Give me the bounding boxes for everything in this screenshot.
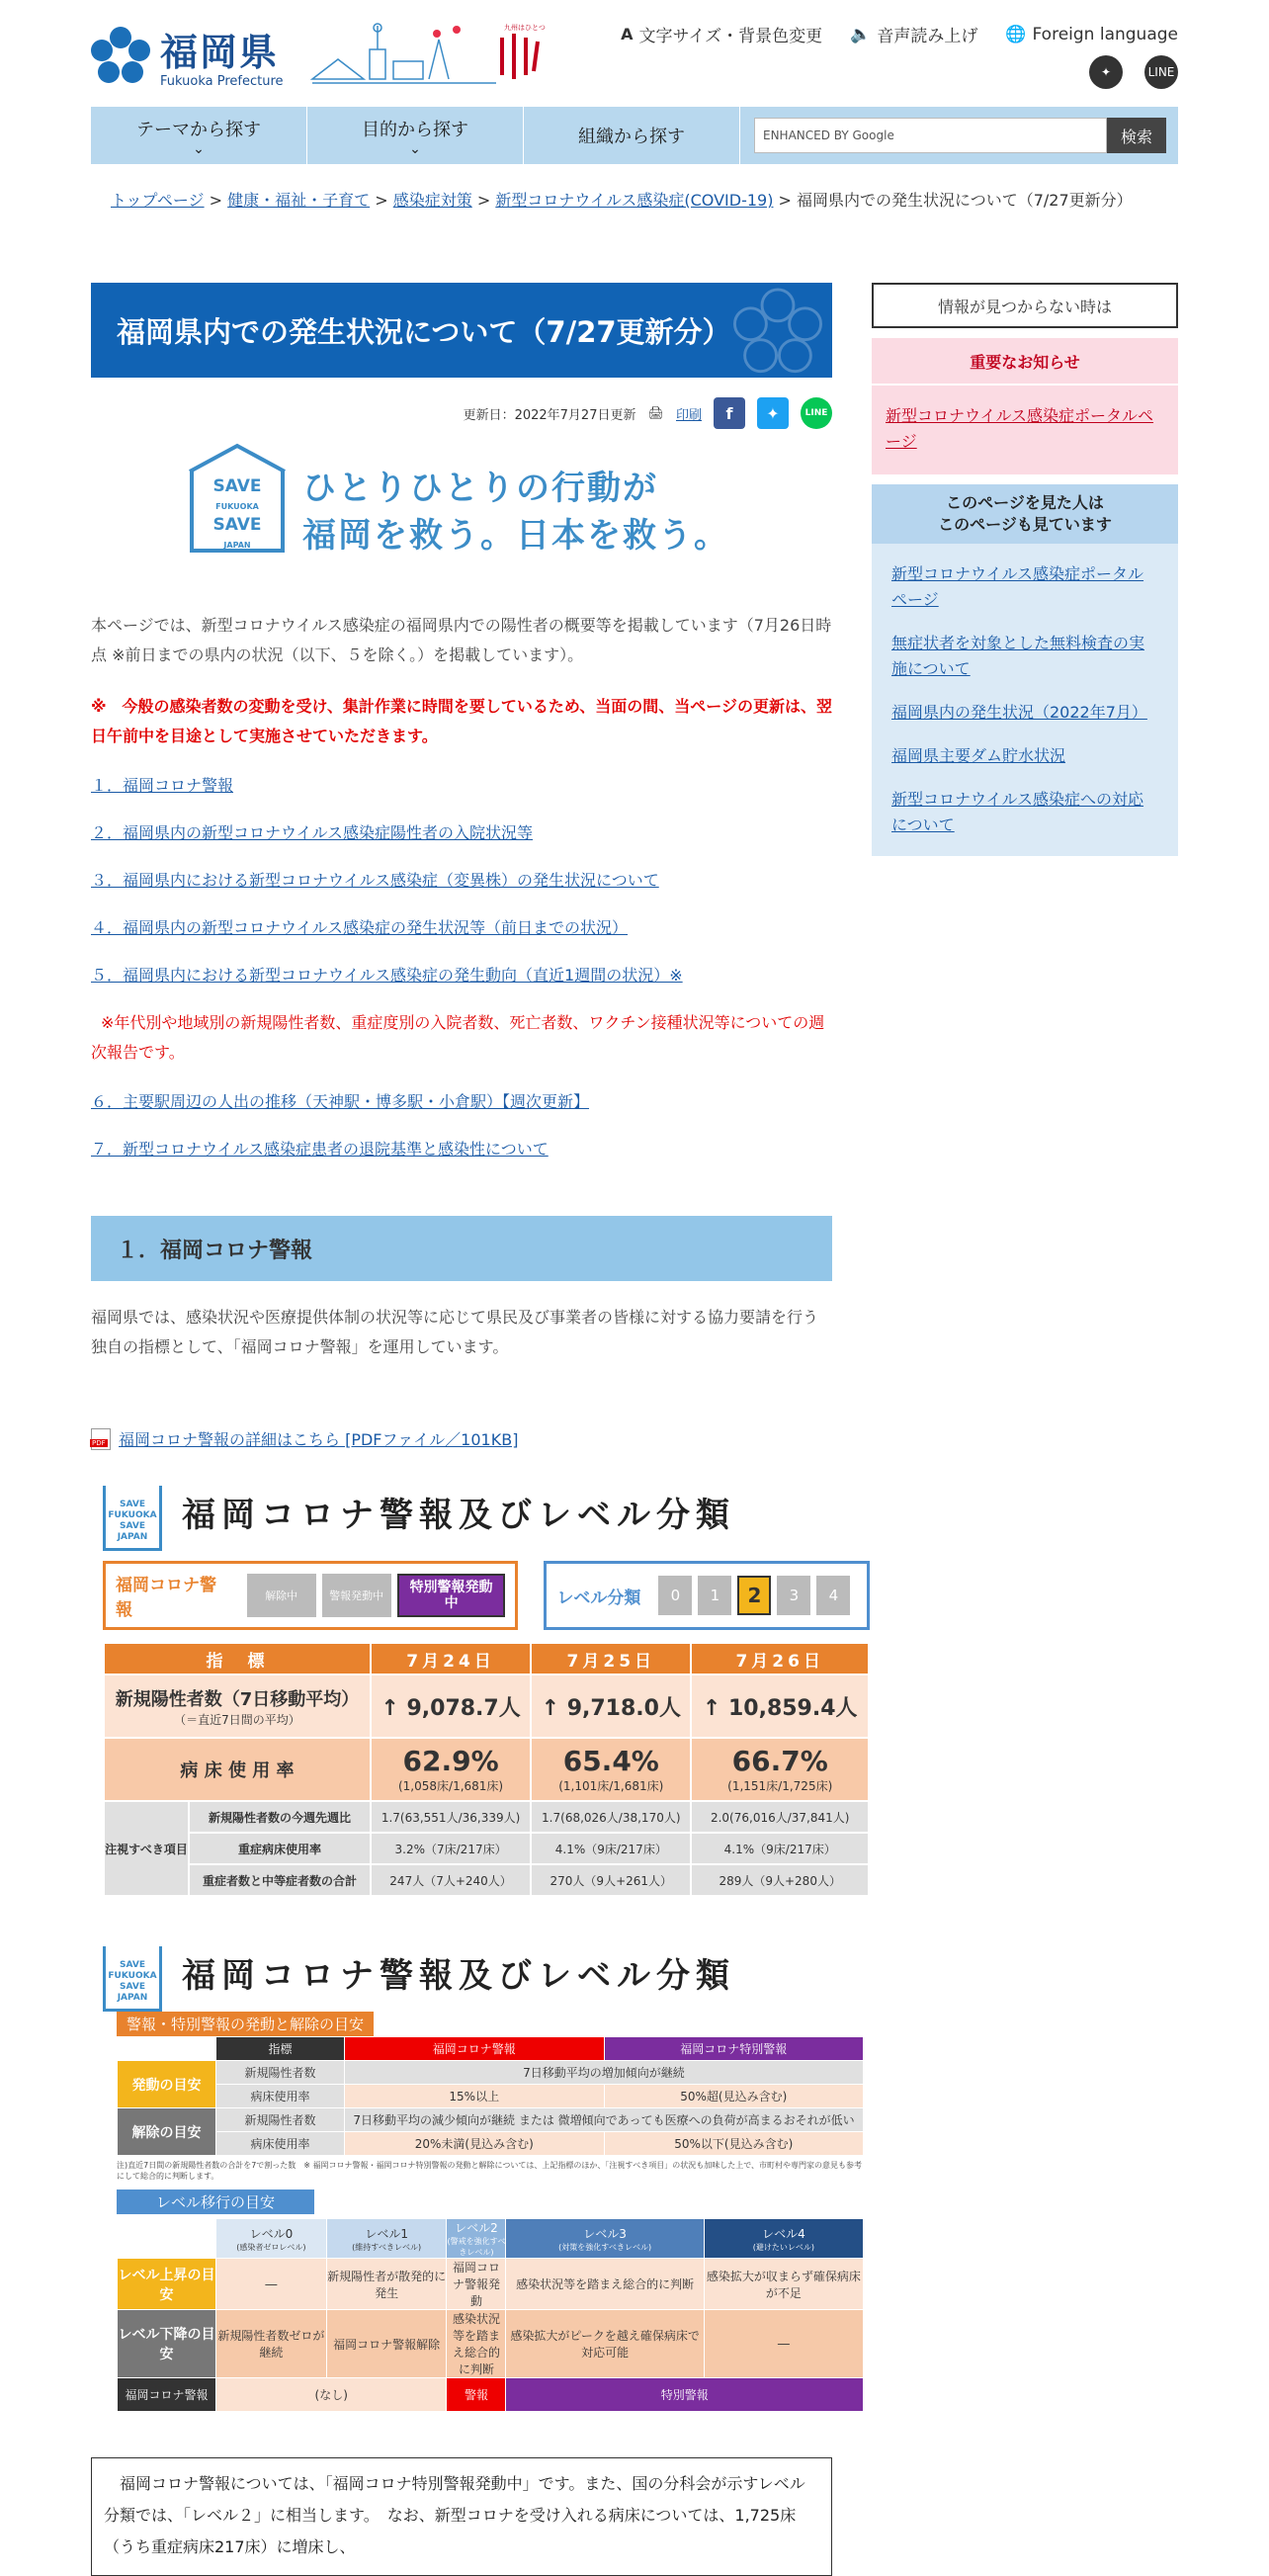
twitter-icon[interactable]: ✦ [1089,55,1123,89]
utility-links [621,22,1178,46]
table-of-contents [91,773,832,1162]
status-notice-box: 福岡コロナ警報については、「福岡コロナ特別警報発動中」です。また、国の分科会が示すレベル分類では、「レベル２」に相当します。 なお、新型コロナを受け入れる病床については、1,725床（うち重症病床217床）に増床し、 [91,2457,832,2576]
breadcrumb-current: 福岡県内での発生状況について（7/27更新分） [797,191,1133,210]
criteria-table: 指標 福岡コロナ警報 福岡コロナ特別警報 発動の目安 新規陽性者数 7日移動平均の増加傾向が継続 病床使用率 15%以上 50%超(見込み含む) 解除の目安 新規陽性者数 7日移動平均の減少傾向が継続 または 微増傾向であっても医療への負荷が高まるおそれが低い 病床使用率 20%未満(見込み含む) 50%以下(見込み含む) [117,2036,864,2156]
toc-link-2[interactable]: ２．福岡県内の新型コロナウイルス感染症陽性者の入院状況等 [91,823,534,842]
plum-decoration-icon [733,287,822,376]
logo-japanese: 福岡県 [160,30,280,74]
toc-link-7[interactable]: ７．新型コロナウイルス感染症患者の退院基準と感染性について [91,1140,549,1159]
line-share-icon[interactable]: LINE [801,397,832,429]
main-content [91,283,863,2576]
level-status-box: レベル分類 0 1 2 3 4 [544,1561,870,1630]
alert-text: ※ 今般の感染者数の変動を受け、集計作業に時間を要しているため、当面の間、当ページの更新は、翌日午前中を目途として実施させていただきます。 [91,697,832,745]
fukuoka-cityscape-illustration [308,20,546,87]
toc-link-1[interactable]: １．福岡コロナ警報 [91,776,234,795]
chevron-down-icon: ⌄ [409,141,421,157]
important-heading: 重要なお知らせ [872,338,1178,386]
table-row: 福岡コロナ警報 (なし) 警報 特別警報 [118,2378,864,2412]
corona-alert-panel [103,1472,870,1897]
sns-links [1089,55,1178,89]
level-1: 1 [698,1576,731,1615]
breadcrumb-infection[interactable]: 感染症対策 [392,191,472,210]
table-row: 発動の目安 新規陽性者数 7日移動平均の増加傾向が継続 [118,2061,864,2085]
table-row: 病床使用率 20%未満(見込み含む) 50%以下(見込み含む) [118,2132,864,2156]
save-house-small-icon: SAVE FUKUOKA SAVE JAPAN [103,1946,162,2012]
level-4: 4 [816,1576,850,1615]
save-house-icon: SAVE FUKUOKA SAVE JAPAN [190,472,285,553]
alert-criteria-panel [103,1932,870,2412]
level-3: 3 [777,1576,810,1615]
breadcrumb-home[interactable]: トップページ [111,191,205,210]
related-link[interactable]: 福岡県主要ダム貯水状況 [891,746,1066,765]
site-logo[interactable] [91,22,284,89]
table-row: レベル下降の目安 新規陽性者数ゼロが継続 福岡コロナ警報解除 感染状況等を踏まえ総合的に判断 感染拡大がピークを越え確保病床で対応可能 ― [118,2310,864,2378]
level-2: 2 [737,1576,771,1615]
related-link[interactable]: 新型コロナウイルス感染症ポータルページ [891,564,1144,609]
gnav-purpose[interactable]: 目的から探す ⌄ [307,107,524,164]
banner-line1: ひとりひとりの行動が [302,469,658,508]
level-0: 0 [658,1576,692,1615]
not-found-button[interactable]: 情報が見つからない時は [872,283,1178,328]
site-search [740,107,1178,164]
toc-link-6[interactable]: ６．主要駅周辺の人出の推移（天神駅・博多駅・小倉駅）【週次更新】 [91,1092,590,1111]
chip-released: 解除中 [247,1574,316,1617]
table-row: 解除の目安 新規陽性者数 7日移動平均の減少傾向が継続 または 微増傾向であっても医療への負荷が高まるおそれが低い [118,2108,864,2132]
table-row: 病 床 使 用 率 62.9% (1,058床/1,681床) 65.4% (1,101床/1,681床) 66.7% (1,151床/1,725床) [104,1738,869,1801]
indicator-table: 指 標 7月24日 7月25日 7月26日 新規陽性者数（7日移動平均） （＝直近7日間の平均） ↑ 9,078.7人 ↑ 9,718.0人 ↑ 10,859.4人 病 床 使 用 率 62.9% (1,058床/1,681床) 65.4% (1,101床/1,681床) 66.7% (1,151床/1,725床) 注視すべき項目 新規陽性者数の今週先週比 1.7(63,551人/36,339人) 1.7(68,026人/38,170人) 2.0(76,016人/37,841人) 重症病床使用率 3.2%（7床/217床） 4.1%（9床/217床） 4.1%（9床/217床） 重症者数と中等症者数の合計 247人（7人+240人） 270人（9人+261人） 289人（9人+280人） [103,1642,870,1897]
related-pages [872,484,1178,856]
toc-link-5[interactable]: ５．福岡県内における新型コロナウイルス感染症の発生動向（直近1週間の状況）※ [91,966,683,985]
updated-date: 更新日：2022年7月27日更新 [463,407,636,423]
speaker-icon: 🔈 [850,24,872,44]
related-heading: このページを見た人は このページも見ています [872,484,1178,544]
portal-link[interactable]: 新型コロナウイルス感染症ポータルページ [886,406,1154,451]
breadcrumb: トップページ > 健康・福祉・子育て > 感染症対策 > 新型コロナウイルス感染症(COVID-19) > 福岡県内での発生状況について（7/27更新分） [111,191,1133,210]
criteria-section-label: 警報・特別警報の発動と解除の目安 [117,2012,374,2036]
toc-note: ※年代別や地域別の新規陽性者数、重症度別の入院者数、死亡者数、ワクチン接種状況等についての週次報告です。 [91,1013,825,1062]
panel-title: 福岡コロナ警報及びレベル分類 [182,1495,735,1535]
related-link[interactable]: 福岡県内の発生状況（2022年7月） [891,703,1147,722]
chip-alert: 警報発動中 [322,1574,391,1617]
search-input[interactable]: ENHANCED BY Google [754,118,1107,153]
pdf-link[interactable]: 福岡コロナ警報の詳細はこちら [PDFファイル／101KB] [119,1430,519,1449]
related-link[interactable]: 新型コロナウイルス感染症への対応について [891,790,1144,834]
section-1-text: 福岡県では、感染状況や医療提供体制の状況等に応じて県民及び事業者の皆様に対する協力要請を行う独自の指標として、「福岡コロナ警報」を運用しています。 [91,1308,819,1356]
panel2-title: 福岡コロナ警報及びレベル分類 [182,1955,735,1996]
banner-line2: 福岡を救う。日本を救う。 [302,516,729,556]
print-link[interactable]: 印刷 [675,407,702,423]
search-button[interactable]: 検索 [1107,118,1166,153]
sidebar [872,283,1178,856]
chip-special-alert: 特別警報発動中 [397,1574,506,1617]
table-row: レベル上昇の目安 ― 新規陽性者が散発的に発生 福岡コロナ警報発動 感染状況等を踏まえ総合的に判断 感染拡大が収まらず確保病床が不足 [118,2259,864,2310]
line-icon[interactable]: LINE [1144,55,1178,89]
save-house-small-icon: SAVE FUKUOKA SAVE JAPAN [103,1486,162,1551]
related-link[interactable]: 無症状者を対象とした無料検査の実施について [891,634,1145,678]
level-section-label: レベル移行の目安 [117,2190,314,2214]
breadcrumb-covid[interactable]: 新型コロナウイルス感染症(COVID-19) [495,191,774,210]
pdf-icon: PDF [91,1428,111,1450]
voice-read-link[interactable]: 🔈 音声読み上げ [850,24,978,46]
intro-text: 本ページでは、新型コロナウイルス感染症の福岡県内での陽性者の概要等を掲載しています（7月26日時点 ※前日までの県内の状況（以下、５を除く。）を掲載しています）。 [91,616,832,664]
toc-link-4[interactable]: ４．福岡県内の新型コロナウイルス感染症の発生状況等（前日までの状況） [91,918,629,937]
chevron-down-icon: ⌄ [193,141,205,157]
table-row: 新規陽性者数（7日移動平均） （＝直近7日間の平均） ↑ 9,078.7人 ↑ 9,718.0人 ↑ 10,859.4人 [104,1674,869,1738]
foreign-language-link[interactable]: 🌐 Foreign language [1005,24,1178,44]
table-row: 注視すべき項目 新規陽性者数の今週先週比 1.7(63,551人/36,339人) 1.7(68,026人/38,170人) 2.0(76,016人/37,841人) [104,1801,869,1833]
toc-link-3[interactable]: ３．福岡県内における新型コロナウイルス感染症（変異株）の発生状況について [91,871,659,890]
gnav-organization[interactable]: 組織から探す [524,107,740,164]
global-nav [91,107,1178,164]
table-row: 重症者数と中等症者数の合計 247人（7人+240人） 270人（9人+261人） 289人（9人+280人） [104,1864,869,1896]
globe-icon: 🌐 [1005,24,1027,44]
site-header [0,0,1269,157]
pdf-link-row [91,1427,832,1450]
breadcrumb-health[interactable]: 健康・福祉・子育て [227,191,371,210]
important-notice [872,338,1178,474]
brand-text: 九州はひとつ [504,24,546,32]
font-size-link[interactable]: A 文字サイズ・背景色変更 [621,25,823,46]
logo-english: Fukuoka Prefecture [160,74,284,89]
gnav-theme[interactable]: テーマから探す ⌄ [91,107,307,164]
criteria-notes: 注)直近7日間の新規陽性者数の合計を7で割った数 ※ 福岡コロナ警報・福岡コロナ特別警報の発動と解除については、上記指標のほか、「注視すべき項目」の状況も加味した上で、市町村や専門家の意見も参考にして総合的に判断します。 [117,2161,863,2181]
table-row: 重症病床使用率 3.2%（7床/217床） 4.1%（9床/217床） 4.1%（9床/217床） [104,1833,869,1864]
facebook-share-icon[interactable]: f [714,397,745,429]
twitter-share-icon[interactable]: ✦ [757,397,789,429]
table-row: 病床使用率 15%以上 50%超(見込み含む) [118,2085,864,2108]
page-meta [91,397,832,429]
save-fukuoka-banner [190,465,832,559]
page-title: 福岡県内での発生状況について（7/27更新分） [91,283,832,378]
plum-blossom-logo-icon [91,25,150,86]
printer-icon: 🖨 [647,405,664,421]
section-heading-1: １．福岡コロナ警報 [91,1216,832,1281]
level-table: レベル0 (感染者ゼロレベル) レベル1 (維持すべきレベル) レベル2 (警戒を強化すべきレベル) レベル3 (対策を強化すべきレベル) レベル4 (避けたいレベル) レベル上昇の目安 ― 新規陽性者が散発的に発生 福岡コロナ警報発動 感染状況等を踏まえ総合的に判断 感染拡大が収まらず確保病床が不足 レベル下降の目安 新規陽性者数ゼロが継続 福岡コロナ警報解除 感染状況等を踏まえ総合的に判断 感染拡大がピークを越え確保病床で対応可能 ― 福岡コロナ警報 (なし) 警報 特別警報 [117,2218,864,2412]
alert-status-box: 福岡コロナ警報 解除中 警報発動中 特別警報発動中 [103,1561,518,1630]
